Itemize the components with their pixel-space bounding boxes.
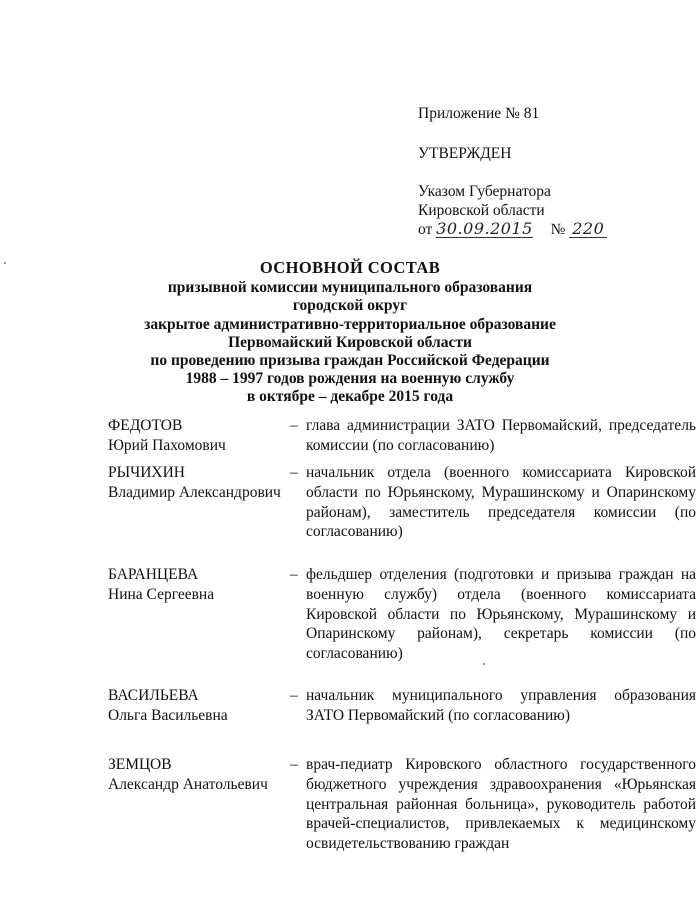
member-given-name: Ольга Васильевна: [108, 706, 228, 724]
date-prefix: от: [418, 221, 433, 238]
member-dash: –: [290, 687, 298, 704]
decree-date-line: [418, 220, 628, 239]
handwritten-date: 30.09.2015: [436, 219, 533, 238]
member-surname: ЗЕМЦОВ: [108, 756, 172, 773]
member-role: фельдшер отделения (подготовки и призыва граждан на военную службу) отдела (военного комиссариата Кировской области по Юрьянскому, Мурашинскому и Опаринскому районам), секретарь комиссии (по согласованию): [306, 566, 696, 663]
member-given-name: Юрий Пахомович: [108, 436, 226, 454]
title-line: в октябре – декабре 2015 года: [246, 388, 454, 406]
title-line: по проведению призыва граждан Российской Федерации: [150, 352, 550, 370]
title-line: закрытое административно-территориальное образование: [144, 315, 556, 333]
approved-label: УТВЕРЖДЕН: [418, 145, 512, 162]
title-line: призывной комиссии муниципального образования: [167, 279, 533, 297]
member-name: [108, 686, 288, 726]
member-given-name: Нина Сергеевна: [108, 585, 215, 603]
member-name: [108, 565, 288, 605]
handwritten-number: 220: [569, 221, 607, 238]
decree-line-2: Кировской области: [418, 202, 545, 219]
title-line: 1988 – 1997 годов рождения на военную службу: [185, 370, 515, 388]
member-surname: РЫЧИХИН: [108, 464, 185, 481]
title-line: Первомайский Кировской области: [228, 333, 472, 351]
member-dash: –: [290, 566, 298, 583]
member-role: врач-педиатр Кировского областного государственного бюджетного учреждения здравоохранения «Юрьянская центральная районная больница», руководитель работой врачей-специалистов, привлекаемых к медицинскому освидетельствованию граждан: [306, 756, 696, 853]
member-name: [108, 463, 288, 503]
title-main: ОСНОВНОЙ СОСТАВ: [259, 258, 441, 277]
member-role: начальник муниципального управления образования ЗАТО Первомайский (по согласованию): [306, 687, 696, 724]
member-dash: –: [290, 756, 298, 773]
member-dash: –: [290, 417, 298, 434]
title-line: городской округ: [292, 297, 408, 315]
member-role: глава администрации ЗАТО Первомайский, председатель комиссии (по согласованию): [306, 417, 696, 454]
member-given-name: Владимир Александрович: [108, 483, 281, 501]
scan-speck: [4, 262, 6, 264]
document-title: [100, 259, 600, 407]
member-surname: БАРАНЦЕВА: [108, 566, 199, 583]
scan-speck: [483, 663, 485, 665]
member-name: [108, 755, 288, 795]
number-prefix: №: [550, 221, 566, 238]
appendix-label: Приложение № 81: [418, 105, 540, 122]
member-surname: ФЕДОТОВ: [108, 417, 183, 434]
member-surname: ВАСИЛЬЕВА: [108, 687, 199, 704]
member-dash: –: [290, 464, 298, 481]
member-role: начальник отдела (военного комиссариата Кировской области по Юрьянскому, Мурашинскому и Опаринскому районам), заместитель председателя комиссии (по согласованию): [306, 464, 696, 541]
member-given-name: Александр Анатольевич: [108, 775, 268, 793]
decree-line-1: Указом Губернатора: [418, 183, 551, 200]
member-name: [108, 416, 288, 456]
approval-block: [418, 104, 628, 239]
